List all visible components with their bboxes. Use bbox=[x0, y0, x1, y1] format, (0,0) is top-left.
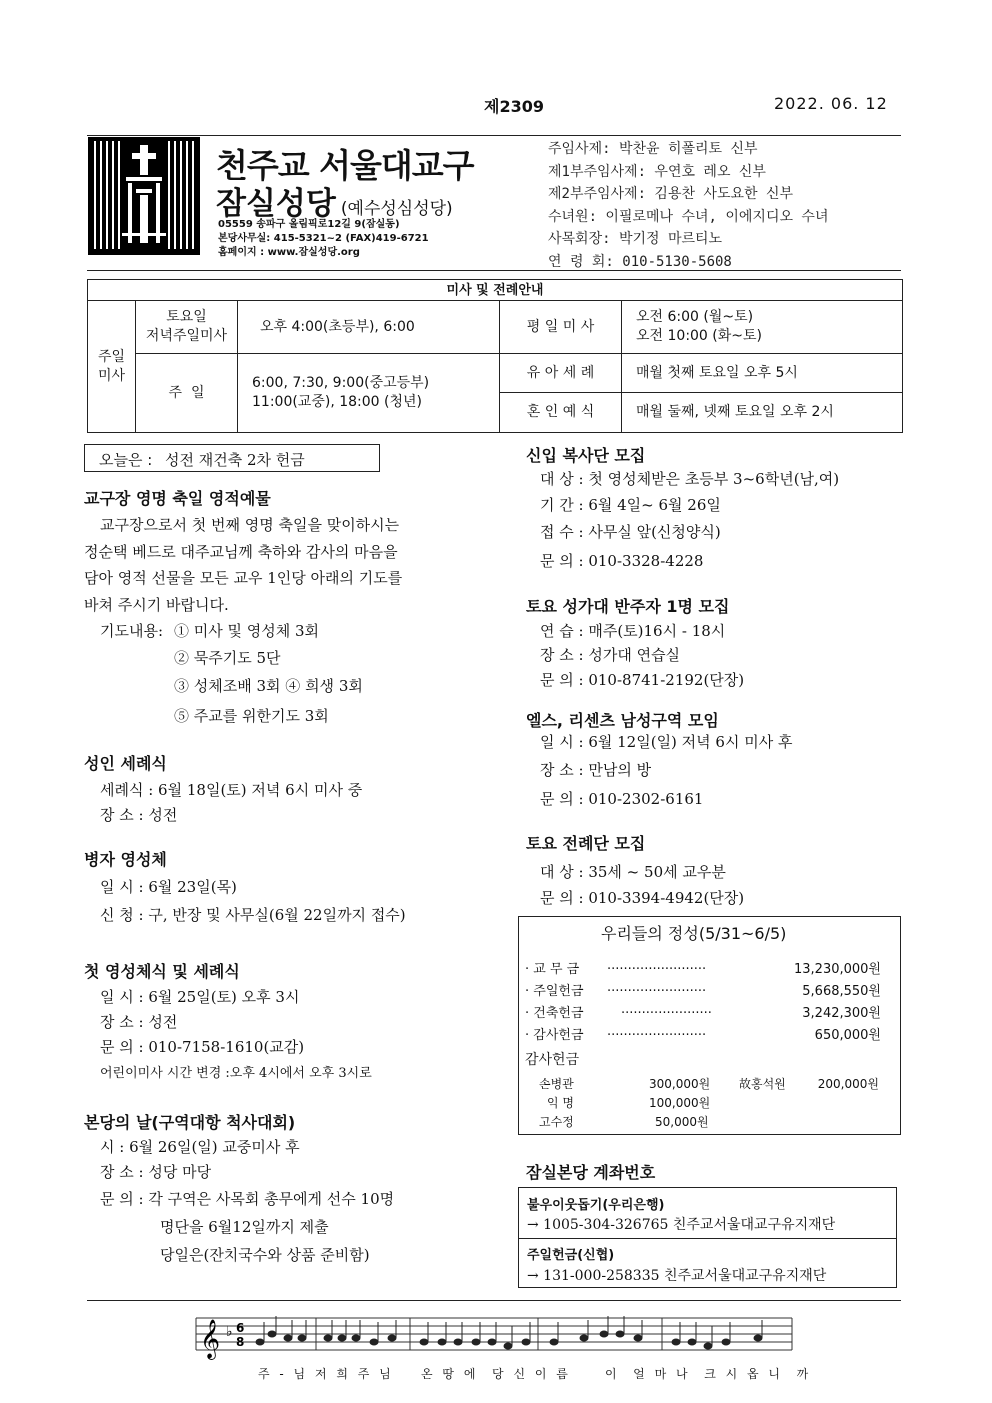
account1-value: → 1005-304-326765 친주교서울대교구유지재단 bbox=[527, 1217, 836, 1233]
liturgy-team-line: 문 의 : 010-3394-4942(단장) bbox=[540, 889, 745, 907]
donation-label: · 감사헌금 bbox=[525, 1028, 584, 1043]
mass-schedule-table bbox=[87, 279, 903, 433]
donation-row bbox=[525, 1024, 881, 1043]
donation-label: · 주일헌금 bbox=[525, 984, 584, 999]
parish-day-line: 당일은(잔치국수와 상품 준비함) bbox=[160, 1246, 370, 1264]
donation-label: · 건축헌금 bbox=[525, 1006, 584, 1021]
thanks-row bbox=[539, 1094, 711, 1111]
choir-accompanist-line: 문 의 : 010-8741-2192(단장) bbox=[540, 671, 745, 689]
staff-line: 사목회장: 박기정 마르티노 bbox=[548, 231, 723, 247]
thanks-amount: 300,000원 bbox=[649, 1077, 711, 1091]
infant-baptism-label: 유 아 세 례 bbox=[500, 354, 622, 393]
issue-number: 제2309 bbox=[484, 97, 544, 116]
prayer-item: ③ 성체조배 3회 ④ 희생 3회 bbox=[174, 677, 363, 695]
donations-box bbox=[518, 916, 901, 1135]
accounts-box bbox=[518, 1187, 897, 1288]
church-name: 잠실성당 bbox=[216, 186, 336, 222]
church-address: 05559 송파구 올림픽로12길 9(잠실동) bbox=[218, 219, 400, 230]
mens-group-line: 일 시 : 6월 12일(일) 저녁 6시 미사 후 bbox=[540, 733, 793, 751]
altar-server-line: 접 수 : 사무실 앞(신청양식) bbox=[540, 523, 721, 541]
adult-baptism-line: 장 소 : 성전 bbox=[100, 806, 178, 824]
thanks-label: 감사헌금 bbox=[525, 1052, 580, 1068]
today-label: 오늘은 : bbox=[99, 451, 153, 469]
thanks-name: 故홍석원 bbox=[739, 1077, 786, 1091]
church-logo bbox=[88, 137, 200, 255]
donation-dots: ...................... bbox=[621, 1002, 712, 1017]
accounts-divider bbox=[519, 1238, 896, 1239]
bishop-feast-line: 담아 영적 선물을 모든 교우 1인당 아래의 기도를 bbox=[84, 569, 403, 587]
staff-line: 제1부주임사제: 우연호 레오 신부 bbox=[548, 163, 766, 180]
sunday-mass-label: 주일 미사 bbox=[88, 301, 136, 432]
sunday-time: 6:00, 7:30, 9:00(중고등부) 11:00(교중), 18:00 (청년) bbox=[238, 354, 500, 432]
bishop-feast-title: 교구장 영명 축일 영적예물 bbox=[84, 489, 271, 508]
donation-row bbox=[525, 1002, 881, 1021]
staff-line: 연 령 회: 010-5130-5608 bbox=[548, 253, 732, 270]
top-rule bbox=[87, 135, 901, 136]
donation-amount: 3,242,300원 bbox=[802, 1006, 881, 1021]
donation-dots: ........................ bbox=[607, 958, 707, 973]
thanks-row bbox=[539, 1075, 879, 1092]
staff-line: 주임사제: 박찬윤 히폴리토 신부 bbox=[548, 141, 758, 157]
donation-label: · 교 무 금 bbox=[525, 962, 580, 977]
church-name-line1: 천주교 서울대교구 bbox=[216, 146, 474, 185]
account2-label: 주일헌금(신협) bbox=[527, 1248, 615, 1263]
svg-text:♭: ♭ bbox=[226, 1324, 233, 1340]
choir-accompanist-line: 장 소 : 성가대 연습실 bbox=[540, 646, 681, 664]
account1-label: 불우이웃돕기(우리은행) bbox=[527, 1198, 665, 1213]
account2-value: → 131-000-258335 친주교서울대교구유지재단 bbox=[527, 1268, 827, 1284]
donation-row bbox=[525, 958, 881, 977]
music-lyrics: 주 - 님 저 희 주 님 온 땅 에 당 신 이 름 이 얼 마 나 크 시 옵 니 까 bbox=[258, 1367, 812, 1381]
thanks-name: 익 명 bbox=[547, 1096, 574, 1110]
church-homepage: 홈페이지 : www.잠실성당.org bbox=[218, 247, 360, 258]
thanks-name: 고수정 bbox=[539, 1115, 574, 1129]
liturgy-team-line: 대 상 : 35세 ~ 50세 교우분 bbox=[540, 863, 726, 881]
staff-line: 수녀원: 이필로메나 수녀, 이에지디오 수녀 bbox=[548, 208, 829, 225]
parish-day-line: 문 의 : 각 구역은 사목회 총무에게 선수 10명 bbox=[100, 1190, 395, 1208]
saturday-time: 오후 4:00(초등부), 6:00 bbox=[238, 301, 500, 354]
altar-server-line: 문 의 : 010-3328-4228 bbox=[540, 552, 704, 570]
first-communion-title: 첫 영성체식 및 세례식 bbox=[84, 962, 240, 981]
church-subname: (예수성심성당) bbox=[340, 199, 453, 219]
mens-group-title: 엘스, 리센츠 남성구역 모임 bbox=[526, 711, 719, 730]
header-bottom-rule bbox=[87, 270, 901, 271]
altar-server-line: 기 간 : 6월 4일~ 6월 26일 bbox=[540, 496, 721, 514]
donation-amount: 5,668,550원 bbox=[802, 984, 881, 999]
donation-row bbox=[525, 980, 881, 999]
music-staff bbox=[192, 1308, 796, 1364]
first-communion-line: 장 소 : 성전 bbox=[100, 1013, 178, 1031]
parish-day-line: 명단을 6월12일까지 제출 bbox=[160, 1218, 329, 1236]
staff-line: 제2부주임사제: 김용찬 사도요한 신부 bbox=[548, 186, 794, 202]
sick-communion-line: 일 시 : 6월 23일(목) bbox=[100, 878, 237, 896]
prayer-item: ⑤ 주교를 위한기도 3회 bbox=[174, 707, 329, 725]
altar-server-line: 대 상 : 첫 영성체받은 초등부 3~6학년(남,여) bbox=[540, 470, 840, 488]
staff-list bbox=[548, 138, 828, 273]
svg-text:8: 8 bbox=[236, 1335, 245, 1349]
thanks-amount: 50,000원 bbox=[655, 1115, 709, 1129]
first-communion-line: 문 의 : 010-7158-1610(교감) bbox=[100, 1038, 305, 1056]
bishop-feast-line: 정순택 베드로 대주교님께 축하와 감사의 마음을 bbox=[84, 543, 398, 561]
bishop-feast-line: 교구장으로서 첫 번째 영명 축일을 맞이하시는 bbox=[100, 516, 400, 534]
thanks-amount: 200,000원 bbox=[817, 1077, 879, 1091]
sick-communion-line: 신 청 : 구, 반장 및 사무실(6월 22일까지 접수) bbox=[100, 906, 406, 924]
mens-group-line: 문 의 : 010-2302-6161 bbox=[540, 790, 704, 808]
prayer-label: 기도내용: bbox=[100, 622, 164, 640]
adult-baptism-title: 성인 세례식 bbox=[84, 754, 167, 773]
prayer-item: ① 미사 및 영성체 3회 bbox=[174, 622, 320, 640]
parish-day-line: 장 소 : 성당 마당 bbox=[100, 1163, 212, 1181]
mens-group-line: 장 소 : 만남의 방 bbox=[540, 761, 652, 779]
thanks-name: 손병관 bbox=[539, 1077, 574, 1091]
liturgy-team-title: 토요 전례단 모집 bbox=[526, 834, 646, 853]
weekday-time: 오전 6:00 (월~토) 오전 10:00 (화~토) bbox=[622, 301, 902, 354]
bottom-rule bbox=[87, 1300, 901, 1301]
wedding-time: 매월 둘째, 넷째 토요일 오후 2시 bbox=[636, 404, 834, 420]
thanks-row bbox=[539, 1113, 709, 1130]
today-box bbox=[84, 444, 380, 472]
sick-communion-title: 병자 영성체 bbox=[84, 850, 167, 869]
donation-dots: ........................ bbox=[607, 1024, 707, 1039]
infant-baptism-time: 매월 첫째 토요일 오후 5시 bbox=[622, 354, 902, 393]
issue-date: 2022. 06. 12 bbox=[774, 94, 888, 113]
today-text: 성전 재건축 2차 헌금 bbox=[165, 451, 305, 469]
parish-day-line: 시 : 6월 26일(일) 교중미사 후 bbox=[100, 1138, 300, 1156]
sunday-label: 주 일 bbox=[136, 354, 238, 432]
adult-baptism-line: 세례식 : 6월 18일(토) 저녁 6시 미사 중 bbox=[100, 781, 363, 799]
donation-amount: 13,230,000원 bbox=[794, 962, 881, 977]
bishop-feast-line: 바쳐 주시기 바랍니다. bbox=[84, 596, 229, 614]
donation-dots: ........................ bbox=[607, 980, 707, 995]
accounts-title: 잠실본당 계좌번호 bbox=[526, 1163, 656, 1182]
altar-server-title: 신입 복사단 모집 bbox=[526, 446, 646, 465]
children-mass-note: 어린이미사 시간 변경 :오후 4시에서 오후 3시로 bbox=[100, 1066, 372, 1081]
svg-text:𝄞: 𝄞 bbox=[200, 1319, 221, 1359]
thanks-amount: 100,000원 bbox=[649, 1096, 711, 1110]
saturday-label: 토요일 저녁주일미사 bbox=[136, 301, 238, 354]
choir-accompanist-title: 토요 성가대 반주자 1명 모집 bbox=[526, 597, 730, 616]
donation-amount: 650,000원 bbox=[814, 1028, 881, 1043]
first-communion-line: 일 시 : 6월 25일(토) 오후 3시 bbox=[100, 988, 300, 1006]
parish-day-title: 본당의 날(구역대항 척사대회) bbox=[84, 1113, 296, 1132]
donations-title: 우리들의 정성(5/31~6/5) bbox=[601, 924, 787, 943]
wedding-label: 혼 인 예 식 bbox=[500, 393, 622, 432]
prayer-item: ② 묵주기도 5단 bbox=[174, 649, 281, 667]
choir-accompanist-line: 연 습 : 매주(토)16시 - 18시 bbox=[540, 622, 726, 640]
weekday-label: 평 일 미 사 bbox=[500, 301, 622, 354]
svg-text:6: 6 bbox=[236, 1321, 245, 1335]
mass-table-title: 미사 및 전례안내 bbox=[88, 280, 902, 301]
church-phone: 본당사무실: 415-5321~2 (FAX)419-6721 bbox=[218, 233, 429, 244]
